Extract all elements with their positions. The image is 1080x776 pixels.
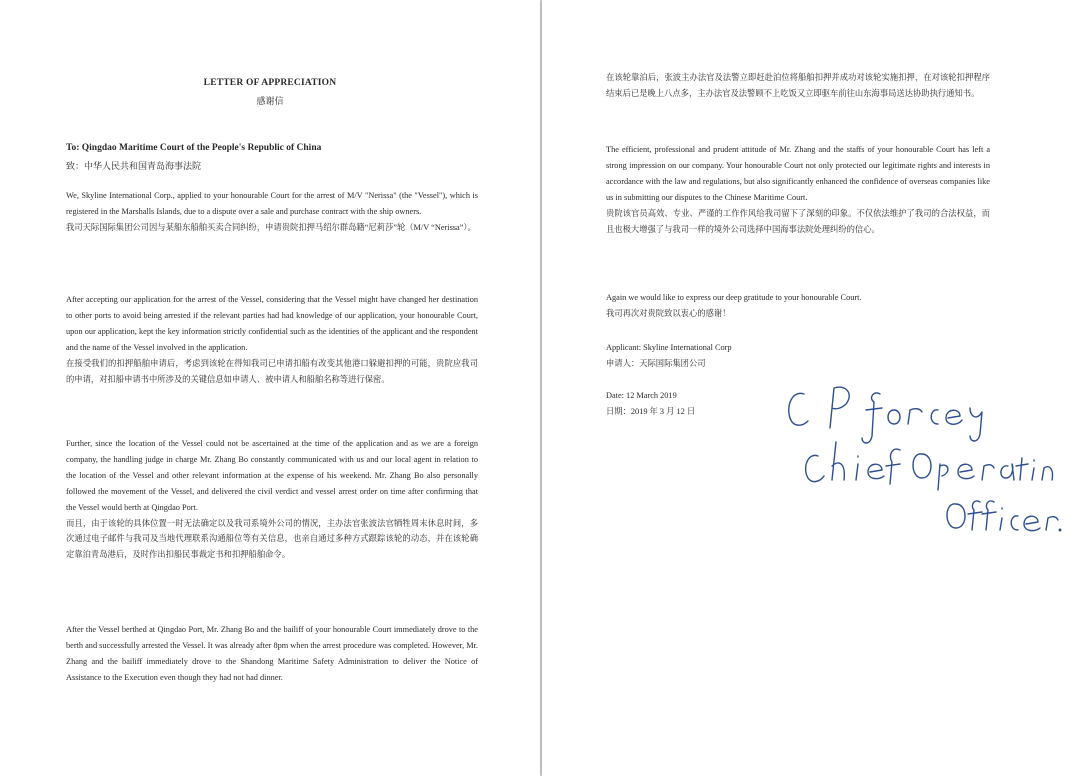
recipient-line: To: Qingdao Maritime Court of the People's Republic of China bbox=[66, 143, 322, 153]
letter-page-2 bbox=[542, 0, 1080, 776]
paragraph-arrest bbox=[66, 622, 478, 686]
applicant-line-chinese: 申请人：天际国际集团公司 bbox=[606, 359, 706, 368]
letter-title-chinese: 感谢信 bbox=[256, 96, 284, 106]
paragraph-vessel-tracking bbox=[66, 436, 478, 563]
paragraph-text-chinese: 贵院该官员高效、专业、严谨的工作作风给我司留下了深刻的印象。不仅依法维护了我司的合法权益，而且也极大增强了与我司一样的境外公司选择中国海事法院处理纠纷的信心。 bbox=[606, 208, 990, 234]
paragraph-text: Further, since the location of the Vessel could not be ascertained at the time of the application and as we are a foreign company, the handling judge in charge Mr. Zhang Bo constantly communicated with us and our local agent in relation to the location of the Vessel and other relevant information at the expense of his weekend. Mr. Zhang Bo also personally followed the movement of the Vessel, and delivered the civil verdict and vessel arrest order on time after confirming that the Vessel would berth at Qingdao Port. bbox=[66, 439, 478, 512]
handwritten-signature bbox=[782, 380, 1062, 550]
paragraph-text-chinese: 我司再次对贵院致以衷心的感谢！ bbox=[606, 308, 731, 318]
paragraph-text-chinese: 在该轮靠泊后，张波主办法官及法警立即赶赴泊位将船舶扣押并成功对该轮实施扣押，在对该轮扣押程序结束后已是晚上八点多，主办法官及法警顾不上吃饭又立即驱车前往山东海事局送达协助执行通知书。 bbox=[606, 73, 990, 98]
paragraph-text: The efficient, professional and prudent attitude of Mr. Zhang and the staffs of your honourable Court has left a strong impression on our company. Your honourable Court not only protected our legitimate rights and interests in accordance with the law and regulations, but also significantly enhanced the confidence of overseas companies like us in submitting our disputes to the Chinese Maritime Court. bbox=[606, 145, 990, 202]
paragraph-impression bbox=[606, 142, 990, 237]
paragraph-text: After the Vessel berthed at Qingdao Port, Mr. Zhang Bo and the bailiff of your honourable Court immediately drove to the berth and successfully arrested the Vessel. It was already after 8pm when the arrest procedure was completed. However, Mr. Zhang and the bailiff immediately drove to the Shandong Maritime Safety Administration to deliver the Notice of Assistance to the Execution even though they had not had dinner. bbox=[66, 625, 478, 682]
applicant-line: Applicant: Skyline International Corp bbox=[606, 343, 732, 352]
date-line: Date: 12 March 2019 bbox=[606, 391, 677, 400]
paragraph-text-chinese: 我司天际国际集团公司因与某船东船舶买卖合同纠纷，申请贵院扣押马绍尔群岛籍“尼莉莎”轮（M/V “Nerissa”）。 bbox=[66, 222, 476, 232]
paragraph-gratitude bbox=[606, 290, 990, 322]
paragraph-text-chinese: 而且，由于该轮的具体位置一时无法确定以及我司系境外公司的情况，主办法官张波法官牺牲周末休息时间，多次通过电子邮件与我司及当地代理联系沟通船位等有关信息，也亲自通过多种方式跟踪该轮的动态，并在该轮确定靠泊青岛港后，及时作出扣船民事裁定书和扣押船舶命令。 bbox=[66, 518, 478, 560]
paragraph-text: After accepting our application for the arrest of the Vessel, considering that the Vessel might have changed her destination to other ports to avoid being arrested if the relevant parties had had knowledge of our application, your honourable Court, upon our application, kept the key information strictly confidential such as the identities of the applicant and the respondent and the name of the Vessel involved in the application. bbox=[66, 295, 478, 352]
paragraph-text: Again we would like to express our deep gratitude to your honourable Court. bbox=[606, 293, 862, 302]
letter-title: LETTER OF APPRECIATION bbox=[203, 78, 337, 88]
paragraph-confidentiality bbox=[66, 292, 478, 387]
date-line-chinese: 日期：2019 年 3 月 12 日 bbox=[606, 407, 696, 416]
paragraph-text: We, Skyline International Corp., applied to your honourable Court for the arrest of M/V "Nerissa" (the "Vessel"), which is registered in the Marshalls Islands, due to a dispute over a sale and purchase contract with the ship owners. bbox=[66, 191, 478, 216]
paragraph-application bbox=[66, 188, 478, 236]
paragraph-arrest-chinese bbox=[606, 70, 990, 102]
recipient-line-chinese: 致：中华人民共和国青岛海事法院 bbox=[66, 161, 202, 171]
paragraph-text-chinese: 在接受我们的扣押船舶申请后，考虑到该轮在得知我司已申请扣船有改变其他港口躲避扣押的可能，贵院应我司的申请，对扣船申请书中所涉及的关键信息如申请人、被申请人和船舶名称等进行保密。 bbox=[66, 358, 478, 384]
